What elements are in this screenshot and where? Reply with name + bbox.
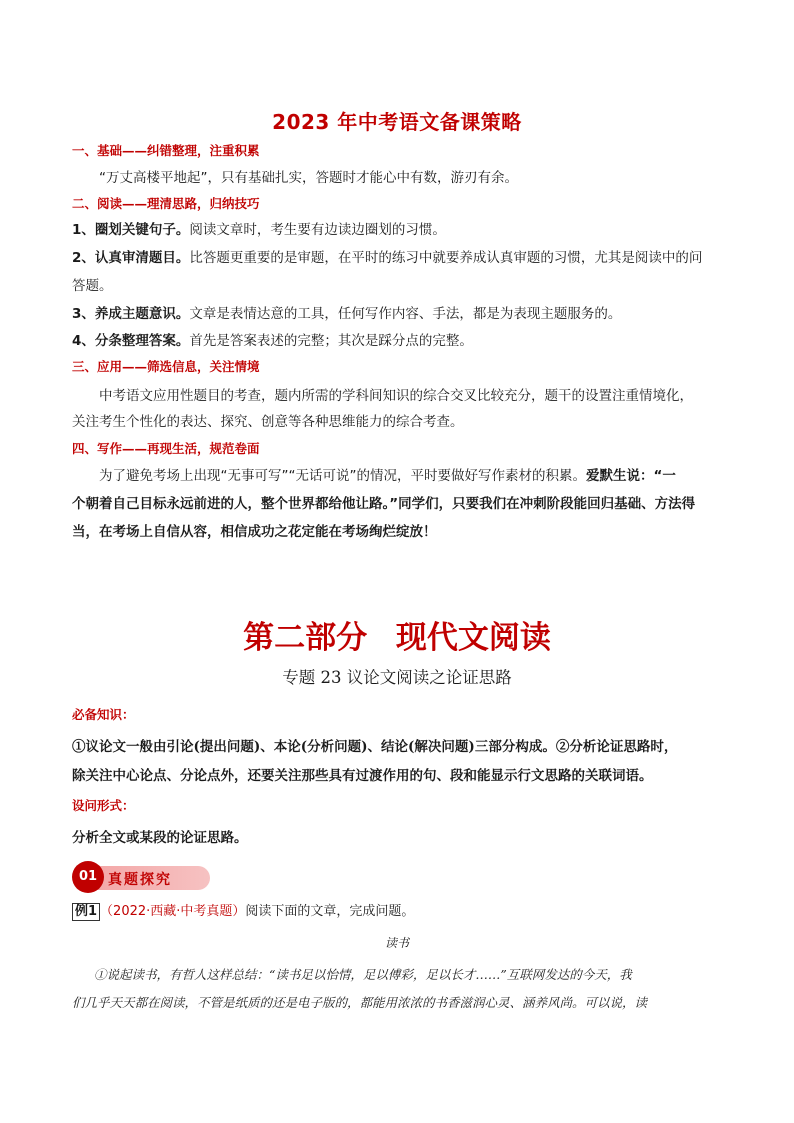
badge-number: 01 [72,861,104,893]
writing-line-1-text: 为了避免考场上出现“无事可写”“无话可说”的情况，平时要做好写作素材的积累。 [99,468,586,484]
writing-line-2: 个朝着自己目标永远前进的人，整个世界都给他让路。”同学们，只要我们在冲刺阶段能回归基础、方法得 [72,496,696,512]
writing-quote-start: 爱默生说：“一 [585,468,676,484]
section-heading-basics: 一、基础——纠错整理，注重积累 [72,143,260,158]
question-form-text: 分析全文或某段的论证思路。 [72,830,248,846]
page-title: 2023 年中考语文备课策略 [272,110,522,134]
section-badge [72,858,212,896]
section-heading-application: 三、应用——筛选信息，关注情境 [72,359,260,374]
article-title: 读书 [384,936,409,950]
reading-point-4-text: 首先是答案表述的完整；其次是踩分点的完整。 [189,333,473,349]
question-form-label: 设问形式： [72,798,135,813]
example-tag: 例1 [72,903,100,921]
application-line-1: 中考语文应用性题目的考查，题内所需的学科间知识的综合交叉比较充分，题干的设置注重情境化， [99,388,693,404]
reading-point-1-label: 1、圈划关键句子。 [72,222,190,238]
example-line [72,902,724,922]
section-heading-writing: 四、写作——再现生活，规范卷面 [72,441,260,456]
reading-point-2 [72,248,724,268]
reading-point-3-text: 文章是表情达意的工具，任何写作内容、手法，都是为表现主题服务的。 [189,306,622,322]
reading-point-1-text: 阅读文章时，考生要有边读边圈划的习惯。 [189,222,446,238]
writing-line-3: 当，在考场上自信从容，相信成功之花定能在考场绚烂绽放！ [72,524,437,540]
example-instruction: 阅读下面的文章，完成问题。 [245,904,415,919]
badge-label: 真题探究 [108,872,172,888]
reading-point-2-label: 2、认真审清题目。 [72,250,190,266]
application-line-2: 关注考生个性化的表达、探究、创意等各种思维能力的综合考查。 [72,414,464,430]
section-basics-body: “万丈高楼平地起”，只有基础扎实，答题时才能心中有数，游刃有余。 [99,170,518,186]
reading-point-4 [72,331,724,351]
reading-point-4-label: 4、分条整理答案。 [72,333,190,349]
reading-point-2-text: 比答题更重要的是审题，在平时的练习中就要养成认真审题的习惯，尤其是阅读中的问 [189,250,703,266]
article-paragraph-1-line-2: 们几乎天天都在阅读，不管是纸质的还是电子版的，都能用浓浓的书香滋润心灵、涵养风尚。可以说，读 [72,995,648,1010]
section-heading-reading: 二、阅读——理清思路，归纳技巧 [72,196,260,211]
topic-subtitle: 专题 23 议论文阅读之论证思路 [282,668,512,687]
reading-point-3 [72,304,724,324]
reading-point-1 [72,220,724,240]
reading-point-2-continued: 答题。 [72,278,113,294]
part-title: 第二部分 现代文阅读 [243,620,551,656]
knowledge-label: 必备知识： [72,707,135,722]
article-paragraph-1-line-1: ①说起读书，有哲人这样总结：“读书足以怡情，足以傅彩，足以长才……”互联网发达的今天，我 [94,967,632,982]
writing-line-1 [72,466,751,486]
example-source: （2022·西藏·中考真题） [100,904,246,919]
knowledge-line-2: 除关注中心论点、分论点外，还要关注那些具有过渡作用的句、段和能显示行文思路的关联词语。 [72,768,653,784]
reading-point-3-label: 3、养成主题意识。 [72,306,190,322]
knowledge-line-1: ①议论文一般由引论(提出问题)、本论(分析问题)、结论(解决问题)三部分构成。②分析论证思路时， [72,739,678,755]
